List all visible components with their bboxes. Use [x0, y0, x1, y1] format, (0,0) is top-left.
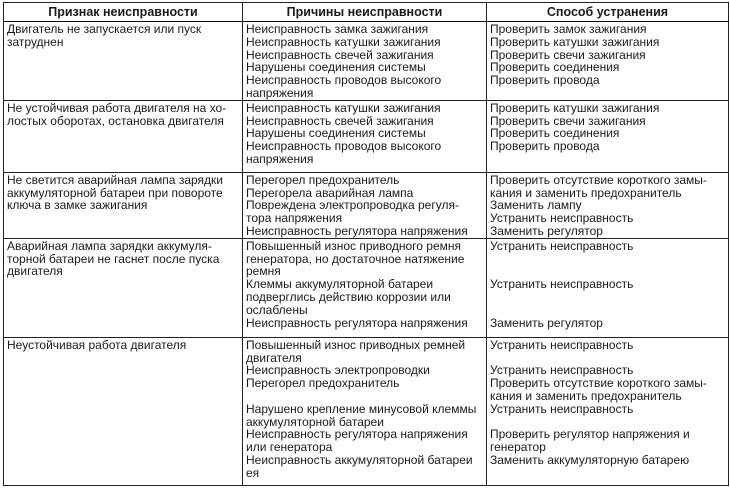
- remedies-line: Устранить неисправность: [490, 238, 634, 253]
- table-body: [4, 22, 729, 486]
- causes-line: напряжения: [246, 151, 314, 166]
- symptom-cell: [4, 100, 243, 172]
- causes-cell: [243, 337, 487, 485]
- causes-line: [246, 390, 483, 403]
- causes-line: Повышенный износ приводного ремня: [246, 238, 462, 253]
- causes-line: генератора, но достаточное натяжение: [246, 251, 465, 266]
- symptom-cell: [4, 172, 243, 238]
- symptom-line: двигателя: [7, 264, 63, 279]
- causes-line: ея: [246, 465, 260, 480]
- causes-line: Перегорел предохранитель: [246, 172, 400, 187]
- remedies-line: [490, 467, 725, 480]
- fault-table: [3, 2, 729, 486]
- remedies-line: Устранить неисправность: [490, 277, 634, 292]
- remedies-line: генератор: [490, 440, 546, 455]
- table-row: [4, 100, 729, 172]
- remedies-line: Проверить регулятор напряжения и: [490, 427, 690, 442]
- remedies-line: Проверить свечи зажигания: [490, 113, 646, 128]
- causes-line: Перегорела аварийная лампа: [246, 185, 414, 200]
- causes-line: Повышенный износ приводных ремней: [246, 337, 466, 352]
- causes-line: Неисправность электропроводки: [246, 363, 430, 378]
- table-row: [4, 172, 729, 238]
- remedies-line: Устранить неисправность: [490, 337, 634, 352]
- causes-line: ремня: [246, 264, 281, 279]
- table-row: [4, 238, 729, 337]
- table-row: [4, 22, 729, 101]
- symptom-line: Неустойчивая работа двигателя: [7, 337, 187, 352]
- remedies-line: Проверить соединения: [490, 60, 620, 75]
- causes-cell: [243, 100, 487, 172]
- symptom-line: торной батареи не гаснет после пуска: [7, 251, 220, 266]
- remedies-line: Проверить катушки зажигания: [490, 34, 660, 49]
- table-row: [4, 337, 729, 485]
- remedies-cell: [487, 172, 729, 238]
- remedies-cell: [487, 238, 729, 337]
- causes-line: Неисправность аккумуляторной батареи: [246, 452, 473, 467]
- symptom-line: аккумуляторной батареи при повороте: [7, 185, 223, 200]
- symptom-cell: [4, 337, 243, 485]
- remedies-line: Заменить регулятор: [490, 315, 603, 330]
- remedies-line: Устранить неисправность: [490, 401, 634, 416]
- causes-line: Неисправность катушки зажигания: [246, 100, 441, 115]
- causes-line: Неисправность проводов высокого: [246, 139, 442, 154]
- causes-cell: [243, 238, 487, 337]
- causes-line: Неисправность свечей зажигания: [246, 47, 434, 62]
- causes-line: Неисправность катушки зажигания: [246, 34, 441, 49]
- header-remedies: Способ устранения: [487, 3, 729, 22]
- causes-line: напряжения: [246, 85, 314, 100]
- symptom-cell: [4, 238, 243, 337]
- causes-line: Неисправность проводов высокого: [246, 73, 442, 88]
- symptom-cell: [4, 22, 243, 101]
- causes-line: или генератора: [246, 440, 333, 455]
- remedies-line: Проверить отсутствие короткого замы-: [490, 172, 707, 187]
- remedies-cell: [487, 337, 729, 485]
- causes-line: Клеммы аккумуляторной батареи: [246, 277, 434, 292]
- symptom-line: Не светится аварийная лампа зарядки: [7, 172, 223, 187]
- remedies-line: Проверить соединения: [490, 126, 620, 141]
- header-causes: Причины неисправности: [243, 3, 487, 22]
- remedies-line: Заменить лампу: [490, 198, 582, 213]
- remedies-line: Заменить регулятор: [490, 223, 603, 238]
- symptom-line: ключа в замке зажигания: [7, 198, 148, 213]
- causes-cell: [243, 22, 487, 101]
- causes-line: Неисправность замка зажигания: [246, 22, 429, 36]
- header-symptom: Признак неисправности: [4, 3, 243, 22]
- remedies-line: [490, 253, 725, 266]
- remedies-line: Проверить провода: [490, 139, 600, 154]
- causes-cell: [243, 172, 487, 238]
- causes-line: Нарушены соединения системы: [246, 60, 426, 75]
- causes-line: Неисправность свечей зажигания: [246, 113, 434, 128]
- header-row: [4, 3, 729, 22]
- remedies-cell: [487, 100, 729, 172]
- remedies-line: [490, 291, 725, 304]
- causes-line: Перегорел предохранитель: [246, 376, 400, 391]
- remedies-cell: [487, 22, 729, 101]
- remedies-line: Заменить аккумуляторную батарею: [490, 452, 690, 467]
- remedies-line: Проверить провода: [490, 73, 600, 88]
- remedies-line: Проверить отсутствие короткого замы-: [490, 376, 707, 391]
- causes-line: Повреждена электропроводка регуля-: [246, 198, 459, 213]
- remedies-line: Проверить свечи зажигания: [490, 47, 646, 62]
- remedies-line: [490, 153, 725, 166]
- causes-line: Нарушено крепление минусовой клеммы: [246, 401, 477, 416]
- causes-line: аккумуляторной батареи: [246, 414, 384, 429]
- causes-line: Неисправность регулятора напряжения: [246, 223, 468, 238]
- symptom-line: Аварийная лампа зарядки аккумуля-: [7, 238, 212, 253]
- causes-line: тора напряжения: [246, 211, 343, 226]
- causes-line: Неисправность регулятора напряжения: [246, 427, 468, 442]
- remedies-line: кания и заменить предохранитель: [490, 185, 682, 200]
- remedies-line: Проверить замок зажигания: [490, 22, 647, 36]
- symptom-line: лостых оборотах, остановка двигателя: [7, 113, 224, 128]
- causes-line: Нарушены соединения системы: [246, 126, 426, 141]
- remedies-line: Устранить неисправность: [490, 363, 634, 378]
- remedies-line: кания и заменить предохранитель: [490, 388, 682, 403]
- remedies-line: Устранить неисправность: [490, 211, 634, 226]
- causes-line: ослаблены: [246, 302, 308, 317]
- symptom-line: затруднен: [7, 34, 64, 49]
- causes-line: Неисправность регулятора напряжения: [246, 315, 468, 330]
- symptom-line: Не устойчивая работа двигателя на хо-: [7, 100, 227, 115]
- remedies-line: [490, 304, 725, 317]
- remedies-line: [490, 87, 725, 100]
- causes-line: подверглись действию коррозии или: [246, 289, 451, 304]
- causes-line: двигателя: [246, 350, 302, 365]
- symptom-line: Двигатель не запускается или пуск: [7, 22, 202, 36]
- remedies-line: Проверить катушки зажигания: [490, 100, 660, 115]
